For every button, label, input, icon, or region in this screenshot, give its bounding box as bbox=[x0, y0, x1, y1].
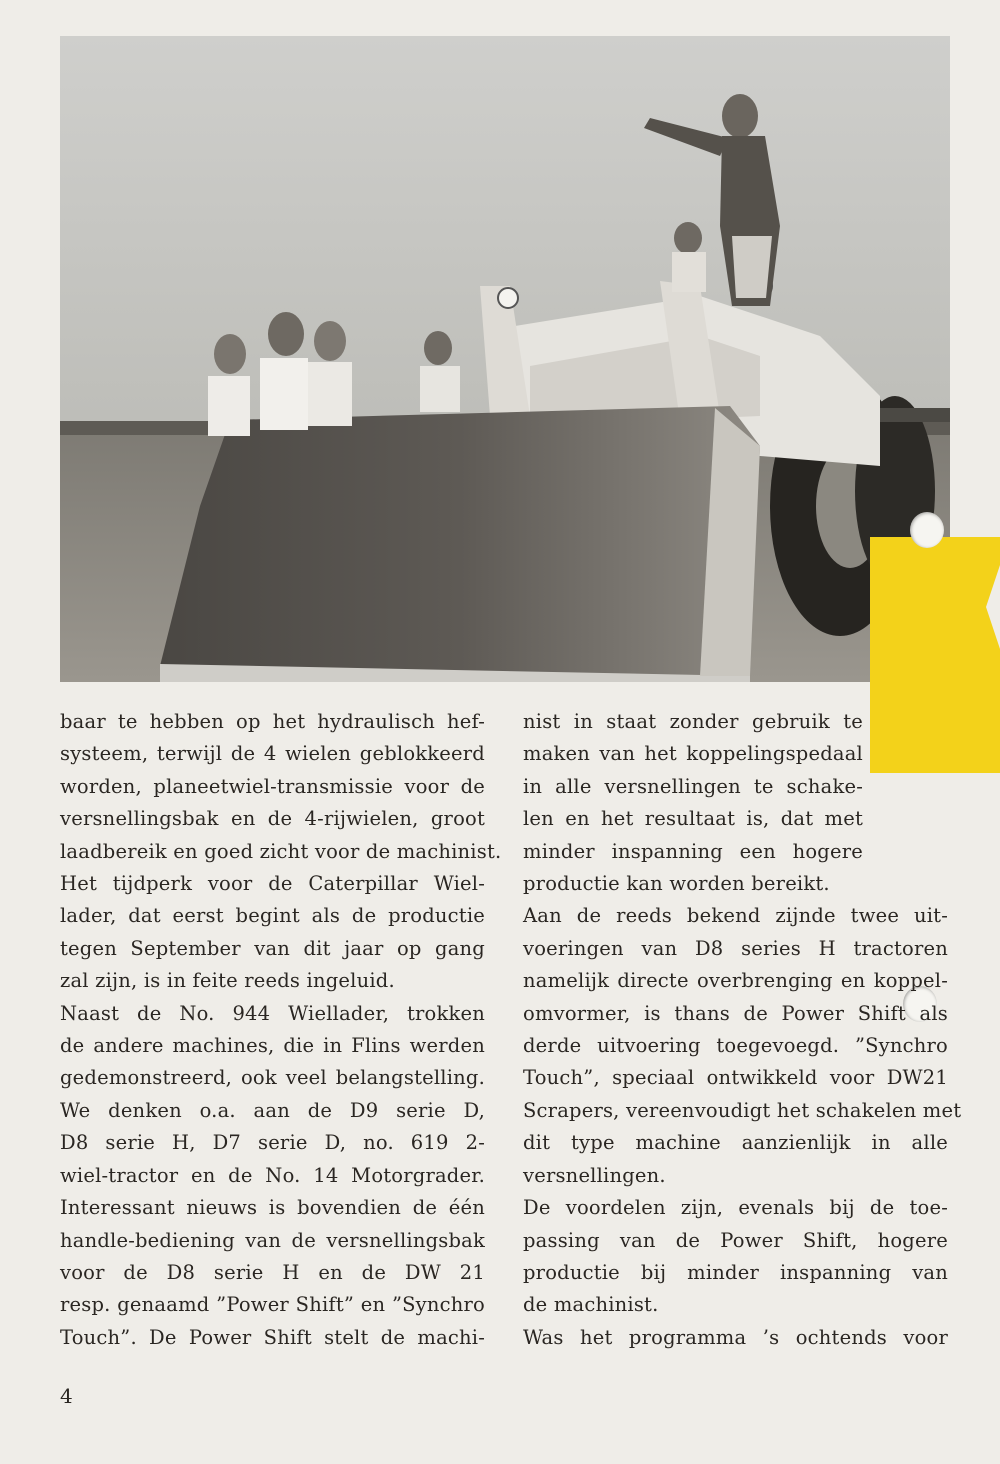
yellow-tab-notch bbox=[986, 565, 1000, 649]
text-line: namelijk directe overbrenging en koppel- bbox=[523, 969, 948, 993]
text-line: versnellingsbak en de 4-rijwielen, groot bbox=[60, 807, 485, 831]
text-line: laadbereik en goed zicht voor de machinist. bbox=[60, 839, 502, 863]
text-line: Aan de reeds bekend zijnde twee uit- bbox=[523, 904, 948, 928]
loader-bucket bbox=[160, 406, 760, 676]
text-line: omvormer, is thans de Power Shift als bbox=[523, 1001, 948, 1025]
text-line: worden, planeetwiel-transmissie voor de bbox=[60, 774, 485, 798]
text-line: voor de D8 serie H en de DW 21 bbox=[60, 1260, 485, 1284]
text-line: len en het resultaat is, dat met bbox=[523, 807, 863, 831]
page-number: 4 bbox=[60, 1384, 73, 1408]
text-line: resp. genaamd ”Power Shift” en ”Synchro bbox=[60, 1293, 485, 1317]
text-line: versnellingen. bbox=[523, 1163, 666, 1187]
wheel-loader-photo bbox=[60, 36, 950, 682]
text-line: tegen September van dit jaar op gang bbox=[60, 936, 485, 960]
text-line: dit type machine aanzienlijk in alle bbox=[523, 1131, 948, 1155]
text-line: productie kan worden bereikt. bbox=[523, 872, 830, 896]
text-line: D8 serie H, D7 serie D, no. 619 2- bbox=[60, 1131, 485, 1155]
left-text-column bbox=[60, 706, 502, 1354]
text-line: handle-bediening van de versnellingsbak bbox=[60, 1228, 485, 1252]
text-line: zal zijn, is in feite reeds ingeluid. bbox=[60, 969, 395, 993]
text-line: passing van de Power Shift, hogere bbox=[523, 1228, 948, 1252]
text-line: Touch”, speciaal ontwikkeld voor DW21 bbox=[523, 1066, 948, 1090]
text-line: Touch”. De Power Shift stelt de machi- bbox=[60, 1325, 485, 1349]
text-line: Het tijdperk voor de Caterpillar Wiel- bbox=[60, 872, 485, 896]
punch-hole-upper bbox=[910, 512, 944, 548]
text-line: Was het programma ’s ochtends voor bbox=[523, 1325, 948, 1349]
text-line: We denken o.a. aan de D9 serie D, bbox=[60, 1098, 485, 1122]
text-line: Interessant nieuws is bovendien de één bbox=[60, 1196, 485, 1220]
text-line: derde uitvoering toegevoegd. ”Synchro bbox=[523, 1034, 948, 1058]
text-line: lader, dat eerst begint als de productie bbox=[60, 904, 485, 928]
text-line: nist in staat zonder gebruik te bbox=[523, 710, 863, 733]
text-line: maken van het koppelingspedaal bbox=[523, 742, 863, 766]
text-line: in alle versnellingen te schake- bbox=[523, 774, 863, 798]
text-line: baar te hebben op het hydraulisch hef- bbox=[60, 710, 485, 733]
text-line: De voordelen zijn, evenals bij de toe- bbox=[523, 1196, 948, 1220]
text-line: Scrapers, vereenvoudigt het schakelen met bbox=[523, 1098, 962, 1122]
right-text-column bbox=[523, 706, 962, 1354]
text-line: de machinist. bbox=[523, 1293, 659, 1317]
text-line: wiel-tractor en de No. 14 Motorgrader. bbox=[60, 1163, 485, 1187]
text-line: systeem, terwijl de 4 wielen geblokkeerd bbox=[60, 742, 485, 766]
text-line: de andere machines, die in Flins werden bbox=[60, 1034, 485, 1058]
text-line: Naast de No. 944 Wiellader, trokken bbox=[60, 1001, 485, 1025]
text-line: voeringen van D8 series H tractoren bbox=[523, 936, 948, 960]
text-line: minder inspanning een hogere bbox=[523, 839, 863, 863]
text-line: gedemonstreerd, ook veel belangstelling. bbox=[60, 1066, 485, 1090]
text-line: productie bij minder inspanning van bbox=[523, 1260, 948, 1284]
wheel-loader-illustration bbox=[60, 36, 950, 682]
